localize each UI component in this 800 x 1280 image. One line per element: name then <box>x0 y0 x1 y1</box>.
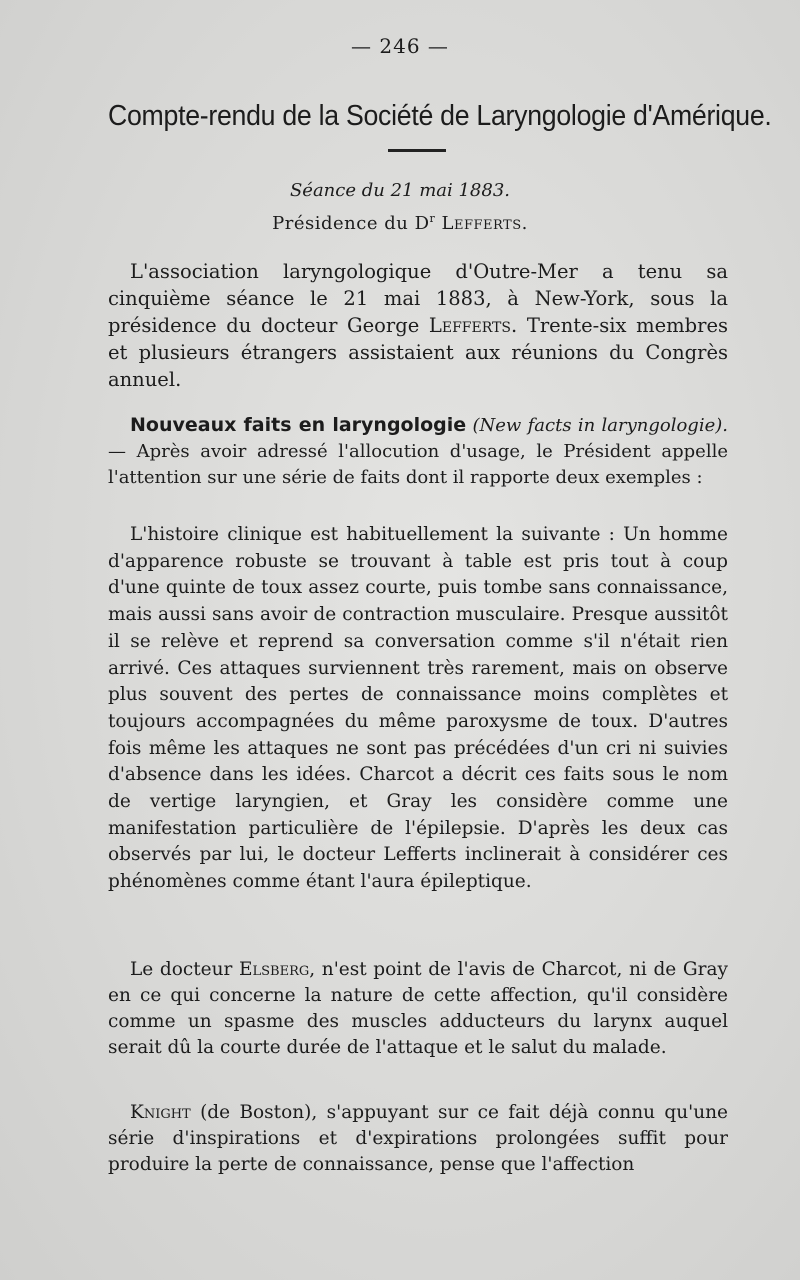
p4-after: , n'est point de l'avis de Charcot, ni de Gray en ce qui concerne la nature de cette affection, qu'il considère comme un spasme des muscles adducteurs du larynx auquel serait dû la courte durée de l'attaque et le salut du malade. <box>108 959 728 1058</box>
presidency-sup: r <box>429 212 436 225</box>
paragraph-knight <box>108 1100 728 1178</box>
title-divider <box>388 149 446 152</box>
paragraph-new-facts <box>108 412 728 491</box>
president-name: Lefferts. <box>441 213 528 234</box>
p5-name: Knight <box>130 1102 191 1123</box>
presidency-prefix: Présidence du D <box>272 213 430 234</box>
p4-before: Le docteur <box>130 959 239 980</box>
paragraph-intro <box>108 258 728 393</box>
p4-name: Elsberg <box>239 959 310 980</box>
session-date: Séance du 21 mai 1883. <box>289 180 511 201</box>
page-number: — 246 — <box>351 34 449 58</box>
article-title: Compte-rendu de la Société de Laryngologie d'Amérique. <box>108 100 772 132</box>
p1-name: Lefferts <box>428 314 511 337</box>
p2-text: — Après avoir adressé l'allocution d'usage, le Président appelle l'attention sur une série de faits dont il rapporte deux exemples : <box>108 441 728 488</box>
paragraph-elsberg <box>108 957 728 1061</box>
paragraph-clinical-history <box>108 522 728 896</box>
section-heading: Nouveaux faits en laryngologie <box>130 414 467 436</box>
p3-text: L'histoire clinique est habituellement la suivante : Un homme d'apparence robuste se trouvant à table est pris tout à coup d'une quinte de toux assez courte, puis tombe sans connaissance, mais aussi sans avoir de contraction musculaire. Presque aussitôt il se relève et reprend sa conversation comme s'il n'était rien arrivé. Ces attaques surviennent très rarement, mais on observe plus souvent des pertes de connaissance moins complètes et toujours accompagnées du même paroxysme de toux. D'autres fois même les attaques ne sont pas précédées d'un cri ni suivies d'absence dans les idées. Charcot a décrit ces faits sous le nom de vertige laryngien, et Gray les considère comme une manifestation particulière de l'épilepsie. D'après les deux cas observés par lui, le docteur Lefferts inclinerait à considérer ces phénomènes comme étant l'aura épileptique. <box>108 524 728 893</box>
p1-after: . Trente-six membres et plusieurs étrangers assistaient aux réunions du Congrès annuel. <box>108 314 728 391</box>
p5-after: (de Boston), s'appuyant sur ce fait déjà connu qu'une série d'inspirations et d'expirations prolongées suffit pour produire la perte de connaissance, pense que l'affection <box>108 1102 728 1175</box>
p1-before: L'association laryngologique d'Outre-Mer a tenu sa cinquième séance le 21 mai 1883, à New-York, sous la présidence du docteur George <box>108 260 728 337</box>
section-heading-english: (New facts in laryngologie). <box>472 415 728 436</box>
presidency-line <box>0 212 800 234</box>
